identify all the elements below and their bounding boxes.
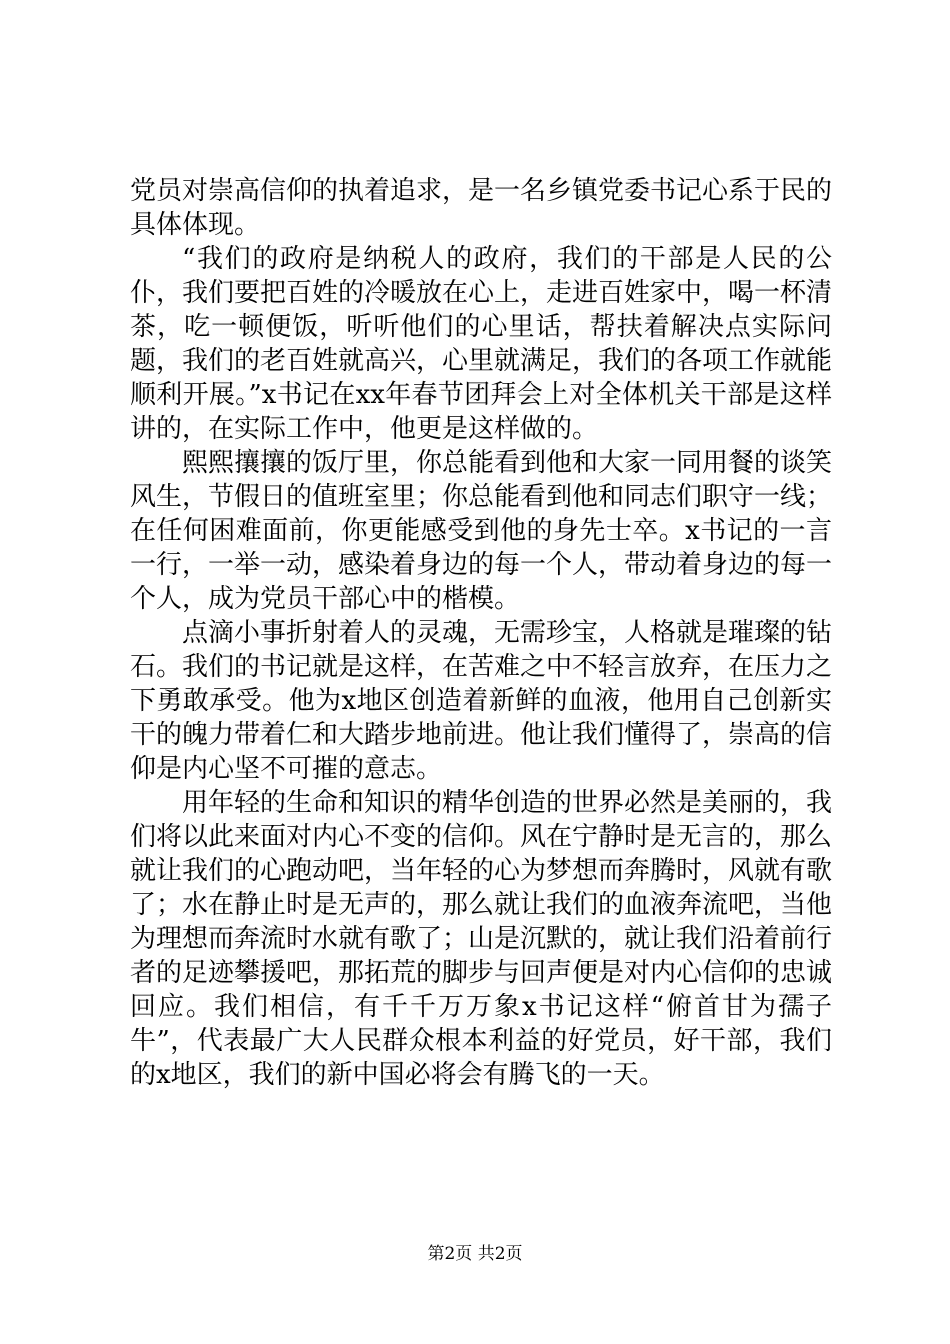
paragraph-3: 熙熙攘攘的饭厅里，你总能看到他和大家一同用餐的谈笑风生，节假日的值班室里；你总能看到他和同志们职守一线；在任何困难面前，你更能感受到他的身先士卒。x书记的一言一行，一举一动，感染着身边的每一个人，带动着身边的每一个人，成为党员干部心中的楷模。 xyxy=(130,448,833,614)
paragraph-4: 点滴小事折射着人的灵魂，无需珍宝，人格就是璀璨的钻石。我们的书记就是这样，在苦难之中不轻言放弃，在压力之下勇敢承受。他为x地区创造着新鲜的血液，他用自己创新实干的魄力带着仁和大踏步地前进。他让我们懂得了，崇高的信仰是内心坚不可摧的意志。 xyxy=(130,618,833,784)
document-body xyxy=(130,174,832,1092)
paragraph-1: 党员对崇高信仰的执着追求，是一名乡镇党委书记心系于民的具体体现。 xyxy=(130,176,833,240)
page-number-footer: 第2页 共2页 xyxy=(427,1244,523,1264)
paragraph-5: 用年轻的生命和知识的精华创造的世界必然是美丽的，我们将以此来面对内心不变的信仰。风在宁静时是无言的，那么就让我们的心跑动吧，当年轻的心为梦想而奔腾时，风就有歌了；水在静止时是无声的，那么就让我们的血液奔流吧，当他为理想而奔流时水就有歌了；山是沉默的，就让我们沿着前行者的足迹攀援吧，那拓荒的脚步与回声便是对内心信仰的忠诚回应。我们相信，有千千万万象x书记这样“俯首甘为孺子牛”，代表最广大人民群众根本利益的好党员，好干部，我们的x地区，我们的新中国必将会有腾飞的一天。 xyxy=(130,788,833,1090)
paragraph-2: “我们的政府是纳税人的政府，我们的干部是人民的公仆，我们要把百姓的冷暖放在心上，走进百姓家中，喝一杯清茶，吃一顿便饭，听听他们的心里话，帮扶着解决点实际问题，我们的老百姓就高兴，心里就满足，我们的各项工作就能顺利开展。”x书记在xx年春节团拜会上对全体机关干部是这样讲的，在实际工作中，他更是这样做的。 xyxy=(130,244,833,444)
